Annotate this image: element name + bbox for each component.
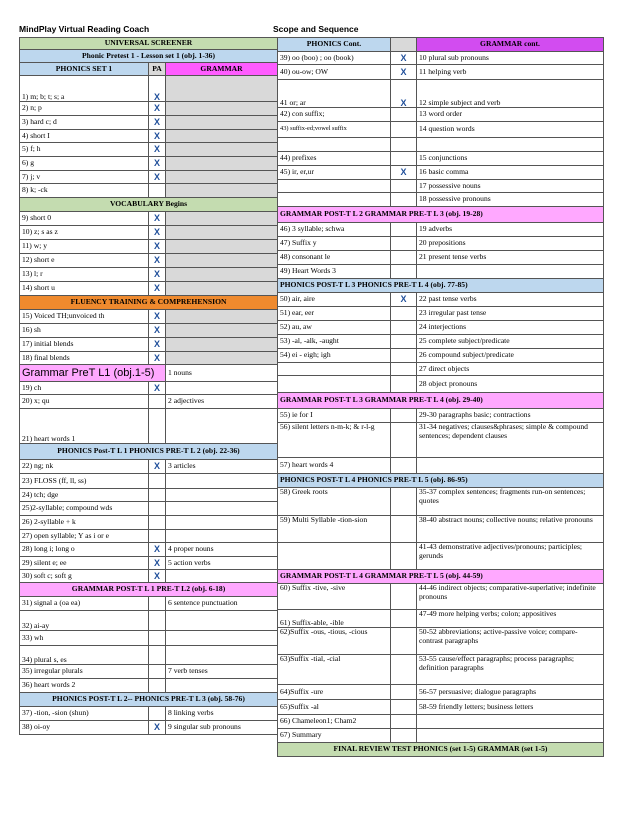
list-item: 12) short e: [20, 254, 149, 268]
list-item: 43) suffix-ed;vowel suffix: [278, 122, 391, 138]
pa-mark: X: [149, 240, 166, 254]
list-item: 51) ear, eer: [278, 307, 391, 321]
phonics-post-l3-header: PHONICS POST-T L 3 PHONICS PRE-T L 4 (obj. 77-85): [278, 279, 604, 293]
pa-mark: X: [391, 293, 417, 307]
list-item: 33) wh: [20, 631, 149, 646]
pa-mark: X: [149, 143, 166, 157]
grammar-post-l1-header: GRAMMAR POST-T L 1 PRE-T L2 (obj. 6-18): [20, 583, 278, 597]
list-item: 67) Summary: [278, 729, 391, 743]
grammar-item: 2 adjectives: [166, 395, 278, 409]
grammar-item: 28 object pronouns: [417, 376, 604, 393]
grammar-item: 41-43 demonstrative adjectives/pronouns; participles; gerunds: [417, 543, 604, 570]
document-title: MindPlay Virtual Reading Coach: [19, 24, 150, 34]
grammar-item: 9 singular sub pronouns: [166, 721, 278, 735]
list-item: 13) l; r: [20, 268, 149, 282]
pa-mark: X: [149, 382, 166, 395]
list-item: 20) x; qu: [20, 395, 149, 409]
grammar-item: 26 compound subject/predicate: [417, 349, 604, 363]
list-item: 37) -tion, -sion (shun): [20, 707, 149, 721]
list-item: 47) Suffix y: [278, 237, 391, 251]
pa-mark: X: [149, 310, 166, 324]
col-pa: PA: [149, 63, 166, 76]
list-item: 39) oo (boo) ; oo (book): [278, 52, 391, 65]
grammar-item: 31-34 negatives; clauses&phrases; simple & compound sentences; dependent clauses: [417, 423, 604, 458]
list-item: 50) air, aire: [278, 293, 391, 307]
pa-mark: X: [149, 212, 166, 226]
list-item: 6) g: [20, 157, 149, 171]
list-item: 1) m; b; t; s; a: [20, 76, 149, 102]
grammar-item: 35-37 complex sentences; fragments run-on sentences; quotes: [417, 488, 604, 516]
pa-mark: X: [149, 352, 166, 365]
vocabulary-header: VOCABULARY Begins: [20, 198, 278, 212]
list-item: 27) open syllable; Y as i or e: [20, 530, 149, 543]
grammar-item: 50-52 abbreviations; active-passive voice; compare-contrast paragraphs: [417, 628, 604, 655]
grammar-item: 1 nouns: [166, 365, 278, 382]
list-item: 23) FLOSS (ff, ll, ss): [20, 474, 149, 489]
grammar-item: 5 action verbs: [166, 557, 278, 570]
list-item: 35) irregular plurals: [20, 665, 149, 679]
fluency-header: FLUENCY TRAINING & COMPREHENSION: [20, 296, 278, 310]
grammar-item: 16 basic comma: [417, 166, 604, 180]
list-item: 10) z; s as z: [20, 226, 149, 240]
grammar-item: 38-40 abstract nouns; collective nouns; relative pronouns: [417, 516, 604, 543]
list-item: 55) ie for I: [278, 409, 391, 423]
grammar-item: 27 direct objects: [417, 363, 604, 376]
grammar-item: 29-30 paragraphs basic; contractions: [417, 409, 604, 423]
list-item: 58) Greek roots: [278, 488, 391, 516]
grammar-item: 22 past tense verbs: [417, 293, 604, 307]
final-review-header: FINAL REVIEW TEST PHONICS (set 1-5) GRAMMAR (set 1-5): [278, 743, 604, 757]
grammar-item: 15 conjunctions: [417, 152, 604, 166]
pa-mark: X: [149, 460, 166, 474]
pa-mark: X: [149, 570, 166, 583]
list-item: 45) ir, er,ur: [278, 166, 391, 180]
pa-mark: X: [149, 721, 166, 735]
list-item: 41 or; ar: [278, 80, 391, 108]
list-item: 49) Heart Words 3: [278, 265, 391, 279]
col-phonics-set-1: PHONICS SET 1: [20, 63, 149, 76]
list-item: 42) con suffix;: [278, 108, 391, 122]
list-item: 44) prefixes: [278, 152, 391, 166]
list-item: 61) Suffix-able, -ible: [278, 610, 391, 628]
list-item: 17) initial blends: [20, 338, 149, 352]
list-item: 28) long i; long o: [20, 543, 149, 557]
col-grammar: GRAMMAR: [166, 63, 278, 76]
grammar-cont-header: GRAMMAR cont.: [417, 38, 604, 52]
grammar-item: 17 possessive nouns: [417, 180, 604, 193]
list-item: 24) tch; dge: [20, 489, 149, 502]
universal-screener-header: UNIVERSAL SCREENER: [20, 38, 278, 50]
phonics-post-l2-header: PHONICS POST-T L 2-- PHONICS PRE-T L 3 (obj. 58-76): [20, 693, 278, 707]
grammar-pret-l1-header: Grammar PreT L1 (obj.1-5): [20, 365, 166, 382]
list-item: 18) final blends: [20, 352, 149, 365]
list-item: 8) k; -ck: [20, 184, 149, 198]
pa-mark: X: [149, 543, 166, 557]
grammar-item: 44-46 indirect objects; comparative-superlative; indefinite pronouns: [417, 584, 604, 610]
pa-mark: X: [391, 80, 417, 108]
grammar-post-l4-header: GRAMMAR POST-T L 4 GRAMMAR PRE-T L 5 (obj. 44-59): [278, 570, 604, 584]
pa-mark: X: [391, 52, 417, 65]
grammar-item: 12 simple subject and verb: [417, 80, 604, 108]
grammar-item: 14 question words: [417, 122, 604, 138]
list-item: 63)Suffix -tial, -cial: [278, 655, 391, 685]
phonic-pretest-header: Phonic Pretest 1 - Lesson set 1 (obj. 1-36): [20, 50, 278, 63]
grammar-item: 23 irregular past tense: [417, 307, 604, 321]
pa-mark: X: [149, 324, 166, 338]
list-item: 30) soft c; soft g: [20, 570, 149, 583]
list-item: 9) short 0: [20, 212, 149, 226]
pa-mark: X: [149, 268, 166, 282]
grammar-item: 19 adverbs: [417, 223, 604, 237]
pa-mark: X: [391, 65, 417, 80]
list-item: 60) Suffix -tive, -sive: [278, 584, 391, 610]
list-item: 5) f; h: [20, 143, 149, 157]
grammar-item: 21 present tense verbs: [417, 251, 604, 265]
list-item: 38) oi-oy: [20, 721, 149, 735]
list-item: 52) au, aw: [278, 321, 391, 335]
pa-mark: X: [149, 226, 166, 240]
list-item: 26) 2-syllable + k: [20, 516, 149, 530]
list-item: 4) short I: [20, 130, 149, 143]
list-item: 29) silent e; ee: [20, 557, 149, 570]
list-item: 57) heart words 4: [278, 458, 391, 474]
right-table: [277, 37, 604, 757]
list-item: 40) ou-ow; OW: [278, 65, 391, 80]
document-subtitle: Scope and Sequence: [273, 24, 359, 34]
grammar-item: 24 interjections: [417, 321, 604, 335]
list-item: 21) heart words 1: [20, 409, 149, 444]
grammar-post-l2-header: GRAMMAR POST-T L 2 GRAMMAR PRE-T L 3 (obj. 19-28): [278, 207, 604, 223]
pa-mark: X: [149, 130, 166, 143]
list-item: 34) plural s, es: [20, 646, 149, 665]
grammar-item: 7 verb tenses: [166, 665, 278, 679]
grammar-item: 6 sentence punctuation: [166, 597, 278, 611]
pa-mark: X: [149, 157, 166, 171]
pa-mark: X: [149, 102, 166, 116]
list-item: 11) w; y: [20, 240, 149, 254]
list-item: 15) Voiced TH;unvoiced th: [20, 310, 149, 324]
list-item: 31) signal a (oa ea): [20, 597, 149, 611]
list-item: 25)2-syllable; compound wds: [20, 502, 149, 516]
list-item: 48) consonant le: [278, 251, 391, 265]
list-item: 64)Suffix -ure: [278, 685, 391, 700]
pa-mark: X: [149, 171, 166, 184]
grammar-item: 13 word order: [417, 108, 604, 122]
list-item: 36) heart words 2: [20, 679, 149, 693]
list-item: 59) Multi Syllable -tion-sion: [278, 516, 391, 543]
grammar-item: 25 complete subject/predicate: [417, 335, 604, 349]
grammar-item: 4 proper nouns: [166, 543, 278, 557]
list-item: 54) ei - eigh; igh: [278, 349, 391, 363]
list-item: 3) hard c; d: [20, 116, 149, 130]
phonics-post-l4-header: PHONICS POST-T L 4 PHONICS PRE-T L 5 (obj. 86-95): [278, 474, 604, 488]
list-item: 53) -al, -alk, -aught: [278, 335, 391, 349]
phonics-post-l1-header: PHONICS Post-T L 1 PHONICS PRE-T L 2 (obj. 22-36): [20, 444, 278, 460]
list-item: 22) ng; nk: [20, 460, 149, 474]
left-table: [19, 37, 278, 735]
list-item: 16) sh: [20, 324, 149, 338]
pa-mark: X: [149, 557, 166, 570]
pa-mark: X: [149, 338, 166, 352]
list-item: 56) silent letters n-m-k; & r-l-g: [278, 423, 391, 458]
grammar-post-l3-header: GRAMMAR POST-T L 3 GRAMMAR PRE-T L 4 (obj. 29-40): [278, 393, 604, 409]
grammar-item: 20 prepositions: [417, 237, 604, 251]
list-item: 66) Chameleon1; Cham2: [278, 715, 391, 729]
list-item: 7) j; v: [20, 171, 149, 184]
pa-mark: X: [149, 76, 166, 102]
pa-mark: X: [149, 116, 166, 130]
grammar-item: 58-59 friendly letters; business letters: [417, 700, 604, 715]
grammar-item: 3 articles: [166, 460, 278, 474]
pa-mark: X: [391, 166, 417, 180]
grammar-item: 8 linking verbs: [166, 707, 278, 721]
list-item: 46) 3 syllable; schwa: [278, 223, 391, 237]
grammar-item: 10 plural sub pronouns: [417, 52, 604, 65]
pa-mark: X: [149, 254, 166, 268]
list-item: 62)Suffix -ous, -tious, -cious: [278, 628, 391, 655]
pa-mark: X: [149, 282, 166, 296]
grammar-item: 53-55 cause/effect paragraphs; process paragraphs; definition paragraphs: [417, 655, 604, 685]
grammar-item: 11 helping verb: [417, 65, 604, 80]
list-item: 2) n; p: [20, 102, 149, 116]
list-item: 19) ch: [20, 382, 149, 395]
list-item: 65)Suffix -al: [278, 700, 391, 715]
grammar-item: 56-57 persuasive; dialogue paragraphs: [417, 685, 604, 700]
grammar-item: 47-49 more helping verbs; colon; appositives: [417, 610, 604, 628]
list-item: 32) ai-ay: [20, 611, 149, 631]
phonics-cont-header: PHONICS Cont.: [278, 38, 391, 52]
list-item: 14) short u: [20, 282, 149, 296]
grammar-item: 18 possessive pronouns: [417, 193, 604, 207]
